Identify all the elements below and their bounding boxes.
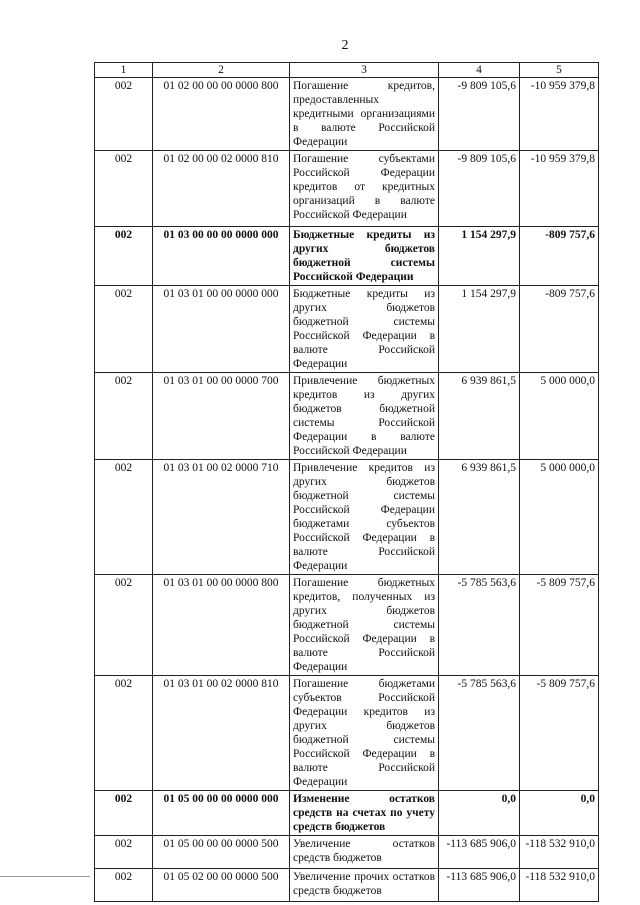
table-row xyxy=(95,286,599,373)
value-2023-cell: -113 685 906,0 xyxy=(439,836,520,869)
table-body xyxy=(95,78,599,902)
name-cell: Погашение бюджетных кредитов, полученных из других бюджетов бюджетной системы Российской Федерации в валюте Российской Федерации xyxy=(290,575,439,676)
table-row xyxy=(95,373,599,460)
value-2023-cell: -5 785 563,6 xyxy=(439,676,520,791)
value-2024-cell: -809 757,6 xyxy=(520,286,599,373)
header-col-5: 5 xyxy=(520,63,599,78)
code-cell: 002 xyxy=(95,78,153,151)
code-cell: 002 xyxy=(95,676,153,791)
table-row xyxy=(95,836,599,869)
value-2024-cell: 5 000 000,0 xyxy=(520,373,599,460)
table-row xyxy=(95,151,599,227)
name-cell: Привлечение кредитов из других бюджетов бюджетной системы Российской Федерации бюджетами субъектов Российской Федерации в валюте Российской Федерации xyxy=(290,460,439,575)
header-row xyxy=(95,63,599,78)
table-row xyxy=(95,460,599,575)
value-2024-cell: 5 000 000,0 xyxy=(520,460,599,575)
name-cell: Изменение остатков средств на счетах по учету средств бюджетов xyxy=(290,791,439,836)
code-cell: 002 xyxy=(95,869,153,902)
table-row xyxy=(95,791,599,836)
value-2023-cell: -9 809 105,6 xyxy=(439,78,520,151)
name-cell: Погашение субъектами Российской Федерации кредитов от кредитных организаций в валюте Российской Федерации xyxy=(290,151,439,227)
code-cell: 002 xyxy=(95,791,153,836)
code-cell: 002 xyxy=(95,836,153,869)
value-2023-cell: 1 154 297,9 xyxy=(439,286,520,373)
value-2023-cell: -113 685 906,0 xyxy=(439,869,520,902)
code-cell: 002 xyxy=(95,227,153,286)
header-col-2: 2 xyxy=(153,63,290,78)
table-row xyxy=(95,227,599,286)
table-row xyxy=(95,676,599,791)
kbk-cell: 01 02 00 00 02 0000 810 xyxy=(153,151,290,227)
value-2024-cell: -118 532 910,0 xyxy=(520,836,599,869)
table-row xyxy=(95,78,599,151)
kbk-cell: 01 03 00 00 00 0000 000 xyxy=(153,227,290,286)
kbk-cell: 01 03 01 00 00 0000 800 xyxy=(153,575,290,676)
kbk-cell: 01 05 02 00 00 0000 500 xyxy=(153,869,290,902)
value-2023-cell: -9 809 105,6 xyxy=(439,151,520,227)
kbk-cell: 01 03 01 00 00 0000 000 xyxy=(153,286,290,373)
table-row xyxy=(95,575,599,676)
value-2024-cell: -118 532 910,0 xyxy=(520,869,599,902)
budget-table xyxy=(94,62,599,902)
name-cell: Погашение кредитов, предоставленных кредитными организациями в валюте Российской Федерации xyxy=(290,78,439,151)
code-cell: 002 xyxy=(95,151,153,227)
kbk-cell: 01 05 00 00 00 0000 000 xyxy=(153,791,290,836)
name-cell: Привлечение бюджетных кредитов из других бюджетов бюджетной системы Российской Федерации в валюте Российской Федерации xyxy=(290,373,439,460)
name-cell: Бюджетные кредиты из других бюджетов бюджетной системы Российской Федерации в валюте Российской Федерации xyxy=(290,286,439,373)
name-cell: Увеличение остатков средств бюджетов xyxy=(290,836,439,869)
kbk-cell: 01 02 00 00 00 0000 800 xyxy=(153,78,290,151)
name-cell: Увеличение прочих остатков средств бюджетов xyxy=(290,869,439,902)
kbk-cell: 01 03 01 00 02 0000 710 xyxy=(153,460,290,575)
value-2024-cell: -809 757,6 xyxy=(520,227,599,286)
value-2024-cell: -5 809 757,6 xyxy=(520,676,599,791)
kbk-cell: 01 03 01 00 00 0000 700 xyxy=(153,373,290,460)
code-cell: 002 xyxy=(95,460,153,575)
value-2023-cell: -5 785 563,6 xyxy=(439,575,520,676)
code-cell: 002 xyxy=(95,575,153,676)
header-col-3: 3 xyxy=(290,63,439,78)
value-2023-cell: 6 939 861,5 xyxy=(439,460,520,575)
kbk-cell: 01 03 01 00 02 0000 810 xyxy=(153,676,290,791)
header-col-4: 4 xyxy=(439,63,520,78)
value-2023-cell: 1 154 297,9 xyxy=(439,227,520,286)
table-row xyxy=(95,869,599,902)
code-cell: 002 xyxy=(95,286,153,373)
name-cell: Бюджетные кредиты из других бюджетов бюджетной системы Российской Федерации xyxy=(290,227,439,286)
margin-line xyxy=(0,876,90,877)
name-cell: Погашение бюджетами субъектов Российской Федерации кредитов из других бюджетов бюджетной системы Российской Федерации в валюте Российской Федерации xyxy=(290,676,439,791)
value-2024-cell: -5 809 757,6 xyxy=(520,575,599,676)
value-2024-cell: 0,0 xyxy=(520,791,599,836)
code-cell: 002 xyxy=(95,373,153,460)
value-2023-cell: 0,0 xyxy=(439,791,520,836)
kbk-cell: 01 05 00 00 00 0000 500 xyxy=(153,836,290,869)
header-col-1: 1 xyxy=(95,63,153,78)
value-2024-cell: -10 959 379,8 xyxy=(520,151,599,227)
page-number: 2 xyxy=(341,38,349,53)
value-2024-cell: -10 959 379,8 xyxy=(520,78,599,151)
value-2023-cell: 6 939 861,5 xyxy=(439,373,520,460)
